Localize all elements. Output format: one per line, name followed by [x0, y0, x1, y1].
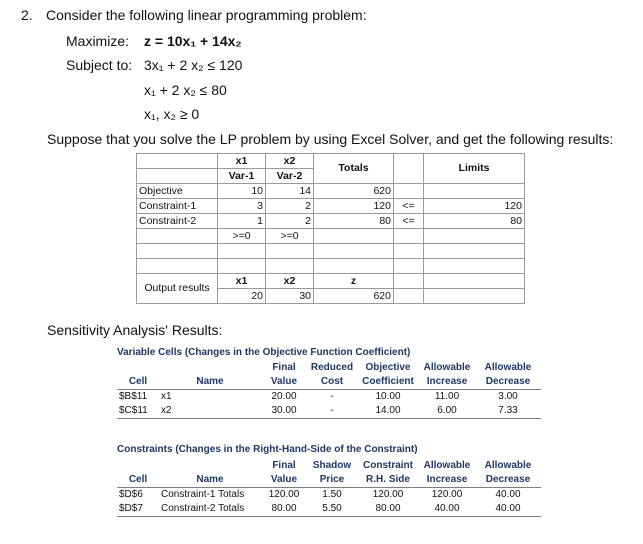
- grid-row-blank-2: [137, 259, 525, 274]
- header-var1: Var-1: [218, 169, 266, 184]
- variable-cells-title: Variable Cells (Changes in the Objective Function Coefficient): [117, 347, 411, 358]
- output-z: 620: [314, 289, 394, 304]
- constraint-2: x₁ + 2 x₂ ≤ 80: [144, 82, 227, 98]
- cell-x2: 2: [266, 214, 314, 229]
- grid-row-objective: [137, 184, 525, 199]
- output-header-z: z: [314, 274, 394, 289]
- vh1-allow-inc: Allowable: [423, 362, 471, 373]
- ch2-name: Name: [159, 473, 261, 488]
- cell-sign: <=: [394, 199, 424, 214]
- header-x2: x2: [266, 154, 314, 169]
- vh1-final: Final: [272, 362, 296, 373]
- constraint-1: 3x₁ + 2 x₂ ≤ 120: [144, 57, 243, 73]
- table-row: [117, 404, 541, 419]
- shadow-price: 5.50: [307, 502, 357, 517]
- row-label: Objective: [137, 184, 218, 199]
- ch1-final: Final: [272, 460, 296, 471]
- sensitivity-title: Sensitivity Analysis' Results:: [47, 322, 223, 338]
- allowable-increase: 11.00: [434, 391, 460, 402]
- cell-x2: 14: [266, 184, 314, 199]
- cell-name: x2: [159, 404, 261, 419]
- vh1-objective: Objective: [365, 362, 411, 373]
- nonneg-x1: >=0: [218, 229, 266, 244]
- vh1-allow-dec: Allowable: [484, 362, 532, 373]
- vh2-increase: Increase: [419, 375, 475, 390]
- ch2-price: Price: [307, 473, 357, 488]
- cell-x1: 1: [218, 214, 266, 229]
- vh1-0: [117, 361, 159, 375]
- vh1-reduced: Reduced: [310, 362, 354, 373]
- vh2-value: Value: [261, 375, 307, 390]
- shadow-price: 1.50: [322, 489, 342, 500]
- header-totals: Totals: [314, 154, 394, 184]
- final-value: 30.00: [261, 404, 307, 419]
- cell-name: x1: [161, 391, 172, 402]
- variable-cells-table: [117, 361, 541, 419]
- header-x1: x1: [218, 154, 266, 169]
- cell-total: 620: [314, 184, 394, 199]
- ch2-increase: Increase: [419, 473, 475, 488]
- nonnegativity-constraint: x₁, x₂ ≥ 0: [144, 106, 200, 122]
- grid-header-row-1: [137, 154, 525, 169]
- nonneg-x2: >=0: [266, 229, 314, 244]
- question-number: 2.: [21, 7, 33, 23]
- cell-x2: 2: [266, 199, 314, 214]
- allowable-decrease: 40.00: [495, 489, 521, 500]
- grid-row-output-header: [137, 274, 525, 289]
- output-header-x2: x2: [266, 274, 314, 289]
- question-prompt: Consider the following linear programming problem:: [46, 7, 367, 23]
- ch2-cell: Cell: [117, 473, 159, 488]
- ch2-decrease: Decrease: [475, 473, 541, 488]
- cell-ref: $D$6: [119, 489, 143, 500]
- final-value: 20.00: [271, 391, 297, 402]
- cell-sign: <=: [394, 214, 424, 229]
- objective-function: z = 10x₁ + 14x₂: [144, 33, 242, 49]
- vh1-1: [159, 361, 261, 375]
- vh2-cost: Cost: [307, 375, 357, 390]
- ch2-rhs: R.H. Side: [357, 473, 419, 488]
- constraints-title: Constraints (Changes in the Right-Hand-Side of the Constraint): [117, 444, 418, 455]
- ch1-allow-inc: Allowable: [423, 460, 471, 471]
- cell-limit: 80: [424, 214, 525, 229]
- vh2-decrease: Decrease: [475, 375, 541, 390]
- output-header-x1: x1: [218, 274, 266, 289]
- subject-to-label: Subject to:: [66, 57, 133, 73]
- reduced-cost: -: [330, 391, 334, 402]
- final-value: 120.00: [268, 489, 300, 500]
- vh2-coefficient: Coefficient: [357, 375, 419, 390]
- objective-coef: 14.00: [357, 404, 419, 419]
- output-x2: 30: [266, 289, 314, 304]
- allowable-increase: 6.00: [419, 404, 475, 419]
- vh2-cell: Cell: [117, 375, 159, 390]
- allowable-increase: 120.00: [431, 489, 463, 500]
- cell-sign: [394, 184, 424, 199]
- vh2-name: Name: [159, 375, 261, 390]
- ch1-allow-dec: Allowable: [484, 460, 532, 471]
- ch1-1: [159, 459, 261, 473]
- cell-name: Constraint-2 Totals: [159, 502, 261, 517]
- constraints-table: [117, 459, 541, 517]
- cell-total: 120: [314, 199, 394, 214]
- cell-limit: [424, 184, 525, 199]
- allowable-decrease: 40.00: [475, 502, 541, 517]
- ch1-0: [117, 459, 159, 473]
- table-row: [117, 488, 541, 503]
- grid-row-constraint-1: [137, 199, 525, 214]
- output-x1: 20: [218, 289, 266, 304]
- objective-coef: 10.00: [375, 391, 401, 402]
- cell-name: Constraint-1 Totals: [161, 489, 245, 500]
- row-label: Constraint-2: [137, 214, 218, 229]
- output-results-label: Output results: [137, 274, 218, 304]
- ch1-shadow: Shadow: [312, 460, 352, 471]
- header-limits: Limits: [424, 154, 525, 184]
- grid-row-constraint-2: [137, 214, 525, 229]
- allowable-decrease: 7.33: [475, 404, 541, 419]
- cell-x1: 3: [218, 199, 266, 214]
- cell-ref: $D$7: [117, 502, 159, 517]
- grid-row-blank-1: [137, 244, 525, 259]
- row-label: Constraint-1: [137, 199, 218, 214]
- cell-ref: $B$11: [119, 391, 148, 402]
- table-row: [117, 502, 541, 517]
- cell-ref: $C$11: [117, 404, 159, 419]
- allowable-decrease: 3.00: [498, 391, 518, 402]
- final-value: 80.00: [261, 502, 307, 517]
- maximize-label: Maximize:: [66, 33, 130, 49]
- rhs: 80.00: [357, 502, 419, 517]
- rhs: 120.00: [372, 489, 404, 500]
- allowable-increase: 40.00: [419, 502, 475, 517]
- solver-description: Suppose that you solve the LP problem by using Excel Solver, and get the following results:: [47, 131, 614, 147]
- grid-row-nonneg: [137, 229, 525, 244]
- cell-x1: 10: [218, 184, 266, 199]
- cell-limit: 120: [424, 199, 525, 214]
- ch1-constraint: Constraint: [363, 460, 413, 471]
- reduced-cost: -: [307, 404, 357, 419]
- ch2-value: Value: [261, 473, 307, 488]
- cell-total: 80: [314, 214, 394, 229]
- table-row: [117, 390, 541, 405]
- excel-solver-table: [136, 153, 525, 304]
- header-var2: Var-2: [266, 169, 314, 184]
